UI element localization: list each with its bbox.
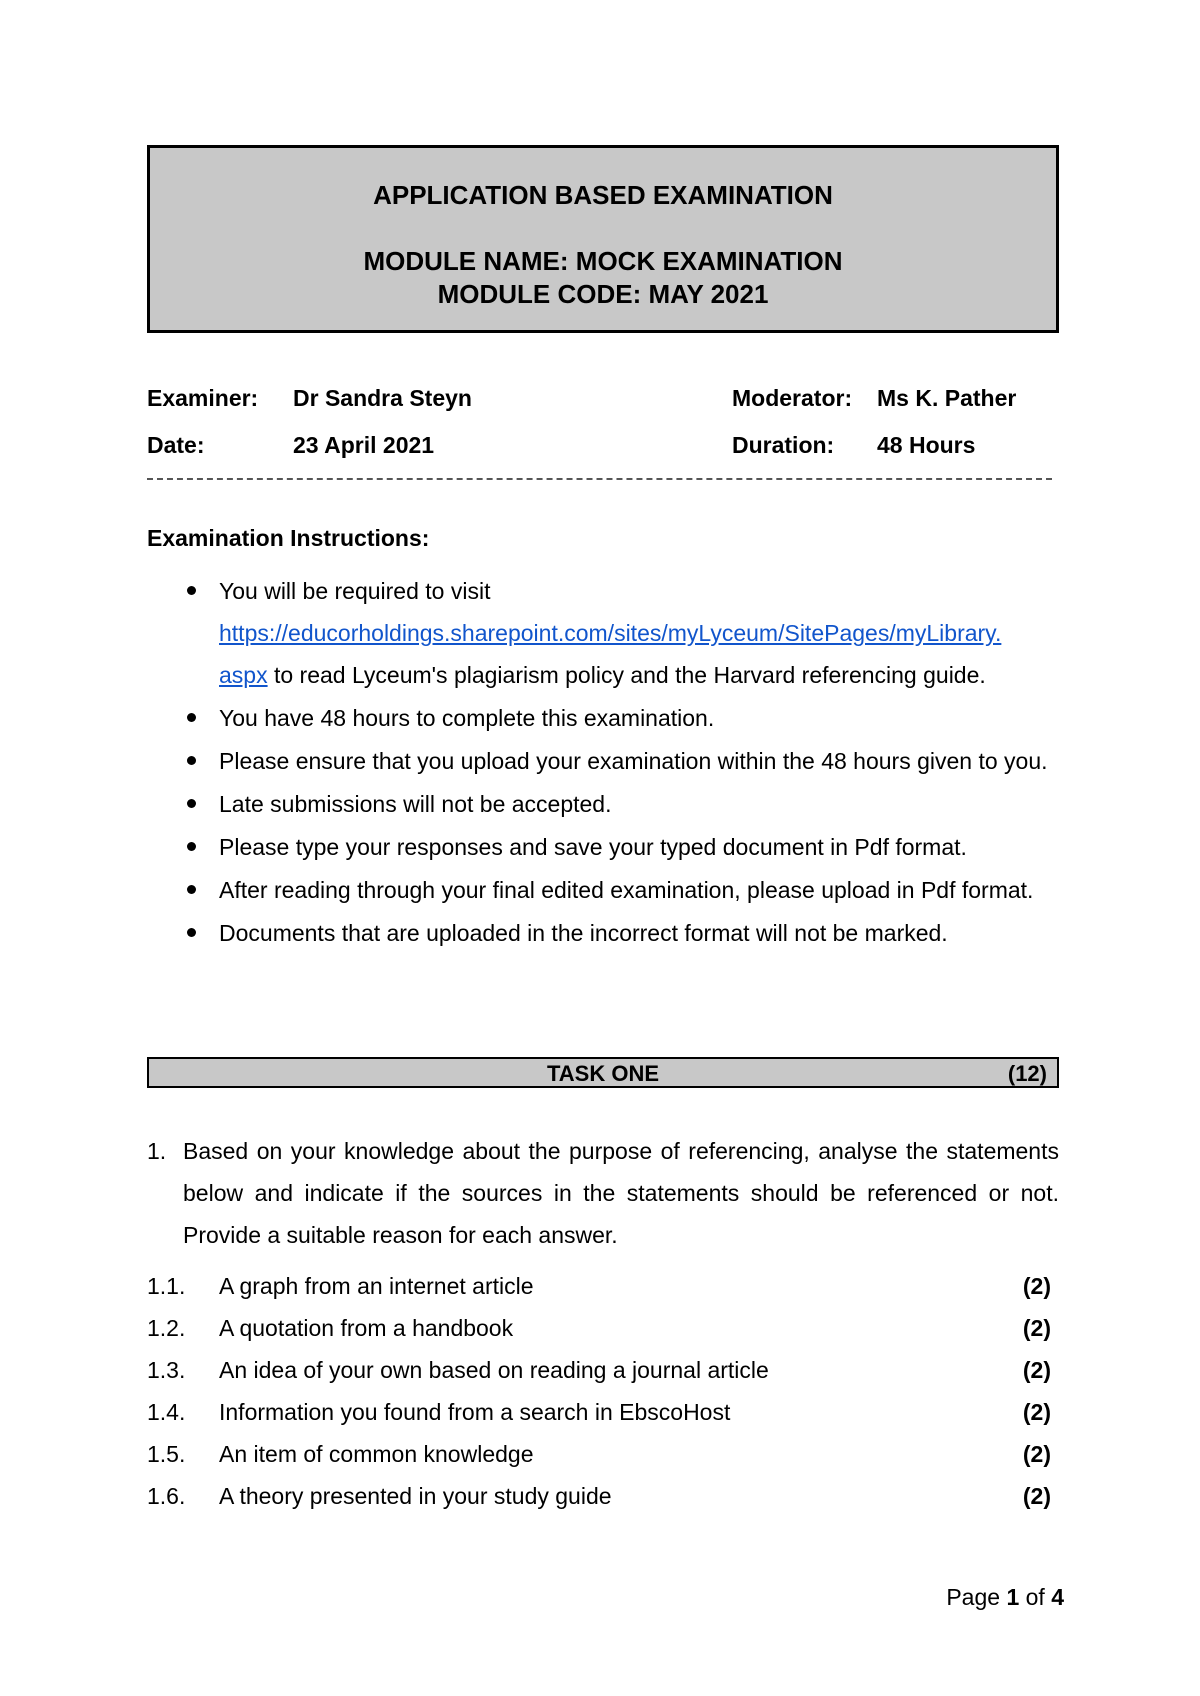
module-code: MODULE CODE: MAY 2021 <box>437 279 769 309</box>
bullet-icon <box>187 586 196 595</box>
subquestion-number: 1.5. <box>147 1441 186 1467</box>
subquestion-marks: (2) <box>1022 1441 1051 1467</box>
subquestion-row <box>147 1357 1059 1399</box>
page-footer <box>946 1584 1064 1611</box>
duration-label: Duration: <box>732 432 835 458</box>
list-item <box>147 697 1059 739</box>
library-link-continued[interactable]: aspx <box>219 662 268 688</box>
module-name: MODULE NAME: MOCK EXAMINATION <box>363 246 843 276</box>
subquestion-text: An idea of your own based on reading a journal article <box>219 1357 769 1383</box>
bullet-icon <box>187 799 196 808</box>
visit-suffix: to read Lyceum's plagiarism policy and the Harvard referencing guide. <box>267 662 986 688</box>
exam-title: APPLICATION BASED EXAMINATION <box>373 180 833 210</box>
page-total: 4 <box>1051 1584 1064 1610</box>
moderator-value: Ms K. Pather <box>877 385 1017 411</box>
list-item <box>147 783 1059 825</box>
subquestion-row <box>147 1399 1059 1441</box>
question-number: 1. <box>147 1138 167 1164</box>
instruction-text: Documents that are uploaded in the incorrect format will not be marked. <box>219 920 948 946</box>
examiner-label: Examiner: <box>147 385 259 411</box>
subquestion-marks: (2) <box>1022 1315 1051 1341</box>
exam-header-box <box>147 145 1059 333</box>
list-item <box>147 740 1059 782</box>
bullet-icon <box>187 885 196 894</box>
bullet-icon <box>187 842 196 851</box>
subquestion-text: A quotation from a handbook <box>219 1315 514 1341</box>
subquestion-row <box>147 1315 1059 1357</box>
subquestion-marks: (2) <box>1022 1483 1051 1509</box>
instructions-title: Examination Instructions: <box>147 525 430 551</box>
list-item <box>147 869 1059 911</box>
of-word: of <box>1025 1584 1045 1610</box>
subquestion-marks: (2) <box>1022 1273 1051 1299</box>
instruction-text: You have 48 hours to complete this examination. <box>219 705 715 731</box>
task-title: TASK ONE <box>546 1061 660 1086</box>
date-value: 23 April 2021 <box>293 432 435 458</box>
list-item <box>147 570 1059 696</box>
task-header-bar <box>147 1057 1059 1088</box>
subquestion-number: 1.2. <box>147 1315 186 1341</box>
examiner-value: Dr Sandra Steyn <box>293 385 472 411</box>
bullet-icon <box>187 928 196 937</box>
question-text: Based on your knowledge about the purpose of referencing, analyse the statements below and indicate if the sources in the statements should be referenced or not. Provide a suitable reason for each answer. <box>183 1138 1059 1248</box>
date-label: Date: <box>147 432 205 458</box>
task-marks: (12) <box>1007 1061 1047 1086</box>
subquestion-number: 1.1. <box>147 1273 186 1299</box>
duration-value: 48 Hours <box>877 432 976 458</box>
subquestion-number: 1.6. <box>147 1483 186 1509</box>
subquestion-text: A theory presented in your study guide <box>219 1483 612 1509</box>
subquestion-number: 1.3. <box>147 1357 186 1383</box>
instruction-text: After reading through your final edited examination, please upload in Pdf format. <box>219 877 1034 903</box>
subquestion-list <box>147 1273 1059 1525</box>
subquestion-text: Information you found from a search in EbscoHost <box>219 1399 731 1425</box>
moderator-label: Moderator: <box>732 385 853 411</box>
question-1 <box>147 1130 1059 1256</box>
instructions-list <box>147 570 1059 955</box>
instruction-text: Please ensure that you upload your examination within the 48 hours given to you. <box>219 748 1048 774</box>
subquestion-row <box>147 1483 1059 1525</box>
instruction-text: Late submissions will not be accepted. <box>219 791 612 817</box>
subquestion-text: An item of common knowledge <box>219 1441 534 1467</box>
page-number: 1 <box>1006 1584 1020 1610</box>
bullet-icon <box>187 756 196 765</box>
subquestion-row <box>147 1441 1059 1483</box>
visit-prefix: You will be required to visit <box>219 578 491 604</box>
instruction-text: Please type your responses and save your typed document in Pdf format. <box>219 834 967 860</box>
subquestion-marks: (2) <box>1022 1399 1051 1425</box>
list-item <box>147 826 1059 868</box>
subquestion-number: 1.4. <box>147 1399 186 1425</box>
subquestion-row <box>147 1273 1059 1315</box>
bullet-icon <box>187 713 196 722</box>
dashed-divider <box>147 478 1052 480</box>
page-word: Page <box>946 1584 1001 1610</box>
subquestion-text: A graph from an internet article <box>219 1273 534 1299</box>
library-link[interactable]: https://educorholdings.sharepoint.com/sites/myLyceum/SitePages/myLibrary. <box>219 620 1002 646</box>
subquestion-marks: (2) <box>1022 1357 1051 1383</box>
list-item <box>147 912 1059 954</box>
